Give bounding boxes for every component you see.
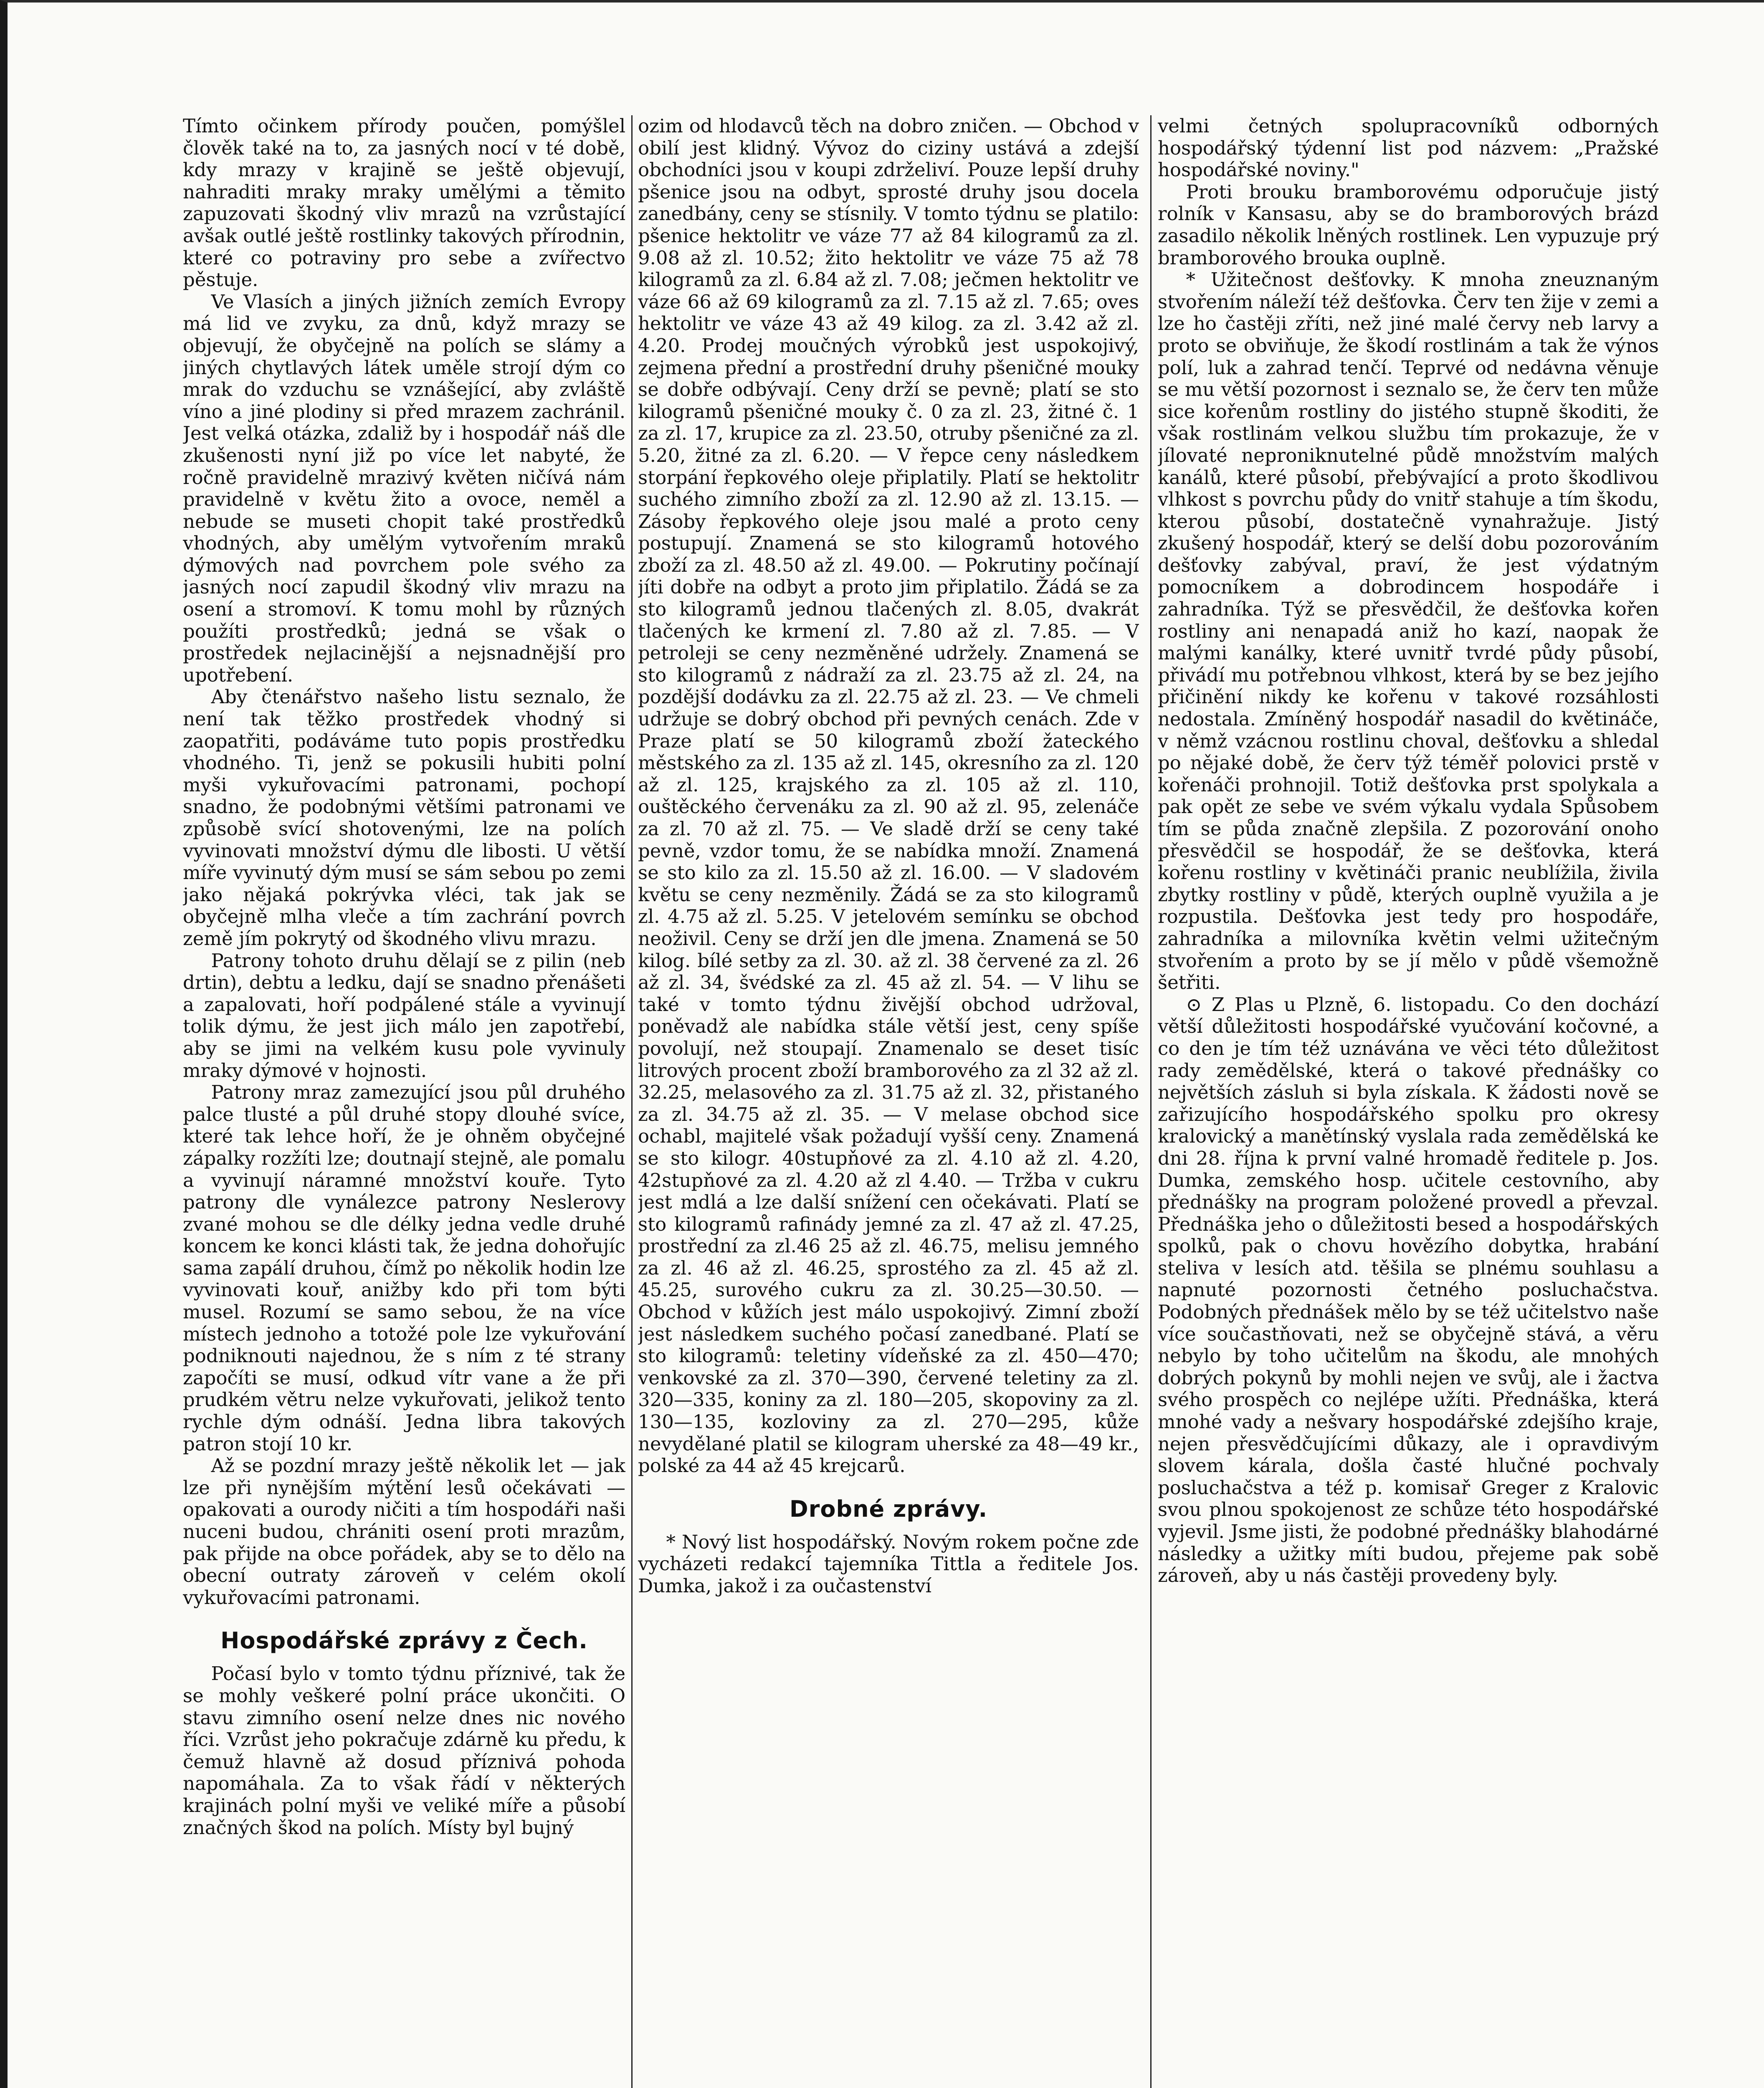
article-paragraph: * Nový list hospodářský. Novým rokem počne zde vycházeti redakcí tajemníka Tittla a ředitele Jos. Dumka, jakož i za oučastenství bbox=[638, 1531, 1139, 1597]
column-3 bbox=[1158, 115, 1659, 2088]
article-paragraph: Až se pozdní mrazy ještě několik let — jak lze při nynějším mýtění lesů očekávati — opakovati a ourody ničiti a tím hospodáři naši nuceni budou, chrániti osení proti mrazům, pak přijde na obce pořádek, aby se to dělo na obecní outraty zároveň v celém okolí vykuřovacími patronami. bbox=[183, 1455, 625, 1609]
section-heading-drobne-zpravy: Drobné zprávy. bbox=[789, 1495, 988, 1522]
article-paragraph: Ve Vlasích a jiných jižních zemích Evropy má lid ve zvyku, za dnů, když mrazy se objevují, že obyčejně na polích se slámy a jiných chytlavých látek uměle strojí dým co mrak do vzduchu se vznášející, aby zvláště víno a jiné plodiny si před mrazem zachránil. Jest velká otázka, zdaliž by i hospodář náš dle zkušenosti nyní již po více let nabyté, že ročně pravidelně mrazivý květen ničívá nám pravidelně v květu žito a ovoce, neměl a nebude se museti chopit také prostředků vhodných, aby umělým vytvořením mraků dýmových nad povrchem pole svého za jasných nocí zapudil škodný vliv mrazu na osení a stromoví. K tomu mohl by různých použíti prostředků; jedná se však o prostředek nejlacinější a nejsnadnější pro upotřebení. bbox=[183, 290, 625, 686]
section-heading-hospodarske-zpravy: Hospodářské zprávy z Čech. bbox=[220, 1627, 588, 1654]
article-paragraph: * Užitečnost dešťovky. K mnoha zneuznaným stvořením náleží též dešťovka. Červ ten žije v zemi a lze ho častěji zříti, než jiné malé červy neb larvy a proto se obviňuje, že škodí rostlinám a tak že výnos polí, luk a zahrad tenčí. Teprvé od nedávna věnuje se mu větší pozornost i seznalo se, že červ ten může sice kořenům rostliny do jistého stupně škoditi, že však rostlinám velkou službu tím prokazuje, že v jílovaté neproniknutelné půdě množstvím malých kanálů, které působí, přebývající a proto škodlivou vlhkost s povrchu půdy do vnitř stahuje a tím škodu, kterou působí, dostatečně vynahražuje. Jistý zkušený hospodář, který se delší dobu pozorováním dešťovky zabýval, praví, že jest výdatným pomocníkem a dobrodincem hospodáře i zahradníka. Týž se přesvědčil, že dešťovka kořen rostliny ani nenapadá aniž ho kazí, naopak že malými kanálky, které uvnitř tvrdé půdy působí, přivádí mu potřebnou vlhkost, která by se bez jejího přičinění nikdy ke kořenu v takové rozsáhlosti nedostala. Zmíněný hospodář nasadil do květináče, v němž vzácnou rostlinu choval, dešťovku a shledal po nějaké době, že červ týž téměř polovici prstě v kořenáči prohnojil. Totiž dešťovka prst spolykala a pak opět ze sebe ve svém výkalu vydala Spůsobem tím se půda značně zlepšila. Z pozorování onoho přesvědčil se hospodář, že se dešťovka, která kořenu rostliny v květináči pranic neublížila, živila zbytky rostliny v půdě, kterých ouplně využila a je rozpustila. Dešťovka jest tedy pro hospodáře, zahradníka a milovníka květin velmi užitečným stvořením a proto by se jí mělo v půdě všemožně šetřiti. bbox=[1158, 269, 1659, 994]
article-paragraph: ozim od hlodavců těch na dobro zničen. — Obchod v obilí jest klidný. Vývoz do ciziny ustává a zdejší obchodníci jsou v koupi zdrželiví. Pouze lepší druhy pšenice jsou na odbyt, sprosté druhy jsou docela zanedbány, ceny se stísnily. V tomto týdnu se platilo: pšenice hektolitr ve váze 77 až 84 kilogramů za zl. 9.08 až zl. 10.52; žito hektolitr ve váze 75 až 78 kilogramů za zl. 6.84 až zl. 7.08; ječmen hektolitr ve váze 66 až 69 kilogramů za zl. 7.15 až zl. 7.65; oves hektolitr ve váze 43 až 49 kilog. za zl. 3.42 až zl. 4.20. Prodej moučných výrobků jest uspokojivý, zejmena přední a prostřední druhy pšeničné mouky se dobře odbývají. Ceny drží se pevně; platí se sto kilogramů pšeničné mouky č. 0 za zl. 23, žitné č. 1 za zl. 17, krupice za zl. 23.50, otruby pšeničné za zl. 5.20, žitné za zl. 6.20. — V řepce ceny následkem storpání řepkového oleje připlatily. Platí se hektolitr suchého zimního zboží za zl. 12.90 až zl. 13.15. — Zásoby řepkového oleje jsou malé a proto ceny postupují. Znamená se sto kilogramů hotového zboží za zl. 48.50 až zl. 49.00. — Pokrutiny počínají jíti dobře na odbyt a proto jim připlatilo. Žádá se za sto kilogramů jednou tlačených zl. 8.05, dvakrát tlačených ke krmení zl. 7.80 až zl. 7.85. — V petroleji se ceny nezměněné udržely. Znamená se sto kilogramů z nádraží za zl. 23.75 až zl. 24, na pozdější dodávku za zl. 22.75 až zl. 23. — Ve chmeli udržuje se dobrý obchod při pevných cenách. Zde v Praze platí se 50 kilogramů zboží žateckého městského za zl. 135 až zl. 145, okresního za zl. 120 až zl. 125, krajského za zl. 105 až zl. 110, ouštěckého červenáku za zl. 90 až zl. 95, zelenáče za zl. 70 až zl. 75. — Ve sladě drží se ceny také pevně, vzdor tomu, že se nabídka množí. Znamená se sto kilo za zl. 15.50 až zl. 16.00. — V sladovém květu se ceny nezměnily. Žádá se za sto kilogramů zl. 4.75 až zl. 5.25. V jetelovém semínku se obchod neoživil. Ceny se drží jen dle jmena. Znamená se 50 kilog. bílé setby za zl. 30. až zl. 38 červené za zl. 26 až zl. 34, švédské za zl. 45 až zl. 54. — V lihu se také v tomto týdnu živější obchod udržoval, poněvadž ale nabídka stále větší jest, ceny spíše povolují, než stoupají. Znamenalo se deset tisíc litrových procent zboží bramborového za zl 32 až zl. 32.25, melasového za zl. 31.75 až zl. 32, přistaného za zl. 34.75 až zl. 35. — V melase obchod sice ochabl, majitelé však požadují vyšší ceny. Znamená se sto kilogr. 40stupňové za zl. 4.10 až zl. 4.20, 42stupňové za zl. 4.20 až zl 4.40. — Tržba v cukru jest mdlá a lze další snížení cen očekávati. Platí se sto kilogramů rafinády jemné za zl. 47 až zl. 47.25, prostřední za zl.46 25 až zl. 46.75, melisu jemného za zl. 46 až zl. 46.25, sprostého za zl. 45 až zl. 45.25, surového cukru za zl. 30.25—30.50. — Obchod v kůžích jest málo uspokojivý. Zimní zboží jest následkem suchého počasí zanedbané. Platí se sto kilogramů: teletiny vídeňské za zl. 450—470; venkovské za zl. 370—390, červené teletiny za zl. 320—335, koniny za zl. 180—205, skopoviny za zl. 130—135, kozloviny za zl. 270—295, kůže nevydělané platil se kilogram uherské za 48—49 kr., polské za 44 až 45 krejcarů. bbox=[638, 115, 1139, 1477]
article-paragraph: Patrony mraz zamezující jsou půl druhého palce tlusté a půl druhé stopy dlouhé svíce, které tak lehce hoří, že je ohněm obyčejné zápalky rozžíti lze; doutnají stejně, ale pomalu a vyvinují náramné množství kouře. Tyto patrony dle vynálezce patrony Neslerovy zvané mohou se dle délky jedna vedle druhé koncem ke konci klásti tak, že jedna dohořujíc sama zapálí druhou, čímž po několik hodin lze vyvinovati kouř, anižby kdo při tom býti musel. Rozumí se samo sebou, že na více místech jednoho a totožé pole lze vykuřování podniknouti najednou, že s ním z té strany započíti se musí, odkud vítr vane a že při prudkém větru nelze vykuřovati, jelikož tento rychle dým odnáší. Jedna libra takových patron stojí 10 kr. bbox=[183, 1081, 625, 1455]
column-1 bbox=[183, 115, 625, 2088]
article-paragraph: ⊙ Z Plas u Plzně, 6. listopadu. Co den dochází větší důležitosti hospodářské vyučování kočovné, a co den je tím též uznávána ve věci této důležitost rady zemědělské, která o takové přednášky co největších zásluh si byla získala. K žádosti nově se zařizujícího hospodářského spolku pro okresy kralovický a manětínský vyslala rada zemědělská ke dni 28. října k první valné hromadě ředitele p. Jos. Dumka, zemského hosp. učitele cestovního, aby přednášky na program položené provedl a převzal. Přednáška jeho o důležitosti besed a hospodářských spolků, pak o chovu hovězího dobytka, hrabání steliva v lesích atd. těšila se plnému souhlasu a napnuté pozornosti četného posluchačstva. Podobných přednášek mělo by se též učitelstvo naše více součastňovati, než se obyčejně stává, a věru nebylo by toho učitelům na škodu, ale mnohých dobrých pokynů by mohli nejen ve svůj, ale i žactva svého prospěch co nejlépe užíti. Přednáška, která mnohé vady a nešvary hospodářské zdejšího kraje, nejen přesvědčujícími důkazy, ale i opravdivým slovem kárala, došla časté hlučné pochvaly posluchačstva a též p. komisař Greger z Kralovic svou plnou spokojenost ze schůze této hospodářské vyjevil. Jsme jisti, že podobné přednášky blahodárné následky a užitky míti budou, přejeme pak sobě zároveň, aby u nás častěji provedeny byly. bbox=[1158, 993, 1659, 1587]
article-paragraph: Patrony tohoto druhu dělají se z pilin (neb drtin), debtu a ledku, dají se snadno přenášeti a zapalovati, hoří podpálené stále a vyvinují tolik dýmu, že jest jich málo jen zapotřebí, aby se jimi na velkém kusu pole vyvinuly mraky dýmové v hojnosti. bbox=[183, 949, 625, 1082]
article-paragraph: Proti brouku bramborovému odporučuje jistý rolník v Kansasu, aby se do bramborových brázd zasadilo několik lněných rostlinek. Len vypuzuje prý bramborového brouka ouplně. bbox=[1158, 180, 1659, 269]
article-paragraph: Aby čtenářstvo našeho listu seznalo, že není tak těžko prostředek vhodný si zaopatřiti, podáváme tuto popis prostředku vhodného. Ti, jenž se pokusili hubiti polní myši vykuřovacími patronami, pochopí snadno, že podobnými většími patronami ve způsobě svící shotovenými, lze na polích vyvinovati množství dýmu dle libosti. U větší míře vyvinutý dým musí se sám sebou po zemi jako nějaká pokrývka vléci, tak jak se obyčejně mlha vleče a tím zachrání povrch země jím pokrytý od škodného vlivu mrazu. bbox=[183, 686, 625, 950]
column-2 bbox=[638, 115, 1139, 2088]
article-paragraph: Tímto očinkem přírody poučen, pomýšlel člověk také na to, za jasných nocí v té době, kdy mrazy v krajině se ještě objevují, nahraditi mraky mraky umělými a těmito zapuzovati škodný vliv mrazů na vzrůstající avšak outlé ještě rostlinky takových přírodnin, které co potraviny pro sebe a zvířectvo pěstuje. bbox=[183, 115, 625, 291]
article-paragraph: Počasí bylo v tomto týdnu příznivé, tak že se mohly veškeré polní práce ukončiti. O stavu zimního osení nelze dnes nic nového říci. Vzrůst jeho pokračuje zdárně ku předu, k čemuž hlavně až dosud příznivá pohoda napomáhala. Za to však řádí v některých krajinách polní myši ve veliké míře a působí značných škod na polích. Místy byl bujný bbox=[183, 1662, 625, 1839]
column-divider bbox=[1150, 115, 1152, 2088]
article-paragraph: velmi četných spolupracovníků odborných hospodářský týdenní list pod názvem: „Pražské hospodářské noviny." bbox=[1158, 115, 1659, 181]
column-divider bbox=[631, 115, 633, 2088]
